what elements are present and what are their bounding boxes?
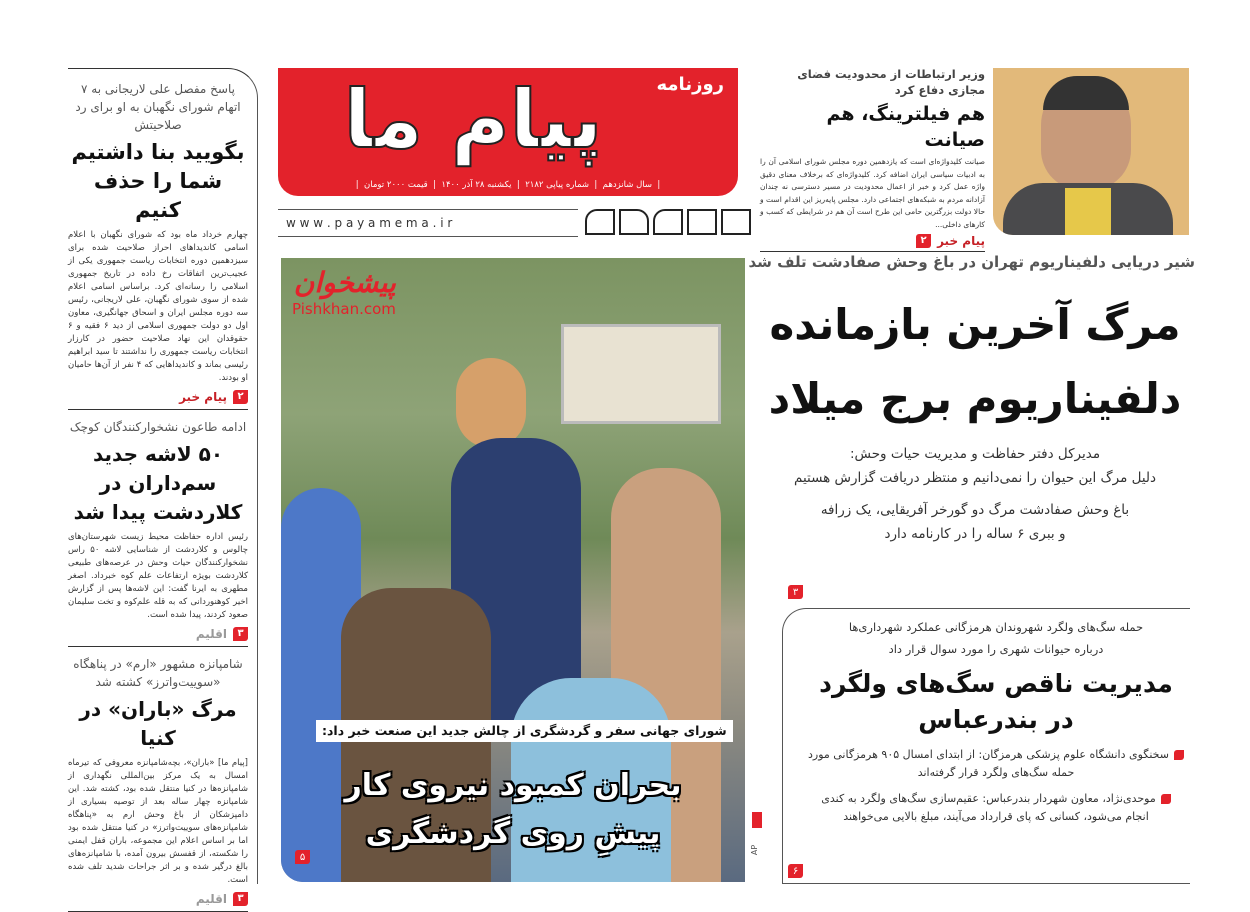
issue-info: | سال شانزدهم | شماره پیاپی ۲۱۸۲ | یکشنبه ۲۸ آذر ۱۴۰۰ | قیمت ۲۰۰۰ تومان | bbox=[355, 180, 661, 190]
bullet-icon bbox=[1174, 750, 1184, 760]
lead-sub: دلیل مرگ این حیوان را نمی‌دانیم و منتظر دریافت گزارش هستیم bbox=[793, 470, 1157, 486]
story-kicker: شامپانزه مشهور «ارم» در پناهگاه «سوییت‌واترز» کشته شد bbox=[73, 657, 243, 689]
story-body: [پیام ما] «باران»، بچه‌شامپانزه معروفی که تیرماه امسال به یک مرکز بین‌المللی نگهداری از شامپانزه‌ها در کنیا منتقل شده بود، کشته شد. این شامپانزه چهار ساله بعد از توصیه بسیاری از دامپزشکان از باغ وحش ارم به «پناهگاه شامپانزه‌های سوییت‌واترز» در کنیا منتقل شده بود اما بر اساس اعلام این مجموعه، باران قفل ایمنی را شکسته، از قفسش بیرون آمده، با شامپانزه‌های بالغ درگیر شده و بر اثر جراحات شدید تلف شده است. bbox=[68, 758, 248, 885]
story-headline: هم فیلترینگ، هم صیانت bbox=[826, 103, 985, 151]
watermark-url: Pishkhan.com bbox=[292, 300, 396, 318]
masthead bbox=[278, 68, 738, 196]
photo-kicker: شورای جهانی سفر و گردشگری از چالش جدید این صنعت خبر داد: bbox=[316, 720, 733, 742]
story-headline: بگویید بنا داشتیم شما را حذف کنیم bbox=[71, 140, 245, 222]
photo-headline bbox=[281, 762, 745, 858]
dogs-kicker: حمله سگ‌های ولگرد شهروندان هرمزگانی عملکرد شهرداری‌ها bbox=[848, 620, 1144, 634]
story-headline: مرگ «باران» در کنیا bbox=[79, 697, 237, 750]
story-body: چهارم خرداد ماه بود که شورای نگهبان با اعلام اسامی کاندیداهای احراز صلاحیت شده برای سیزدهمین دوره انتخابات ریاست جمهوری یکی از عجیب‌ترین اتفاقات رخ داده در تاریخ جمهوری اسلامی را رسانه‌ای کرد. براساس اسامی اعلام شده از سوی شورای نگهبان، علی لاریجانی، رئیس سه دوره مجلس ایران و اسحاق جهانگیری، معاون اول دو دولت جمهوری اسلامی از دید ۶ فقیه و ۶ حقوقدان این نهاد صلاحیت حضور در کارزار انتخابات ریاست جمهوری را نداشتند تا سید ابراهیم رئیسی بماند و کاندیداهایی که ۴ نفر از آن‌ها حامیان او بودند. bbox=[68, 230, 248, 383]
page-number: ۳ bbox=[233, 627, 248, 641]
bullet-text: موحدی‌نژاد، معاون شهردار بندرعباس: عقیم‌سازی سگ‌های ولگرد به کندی انجام می‌شود، کسانی که پای قرارداد می‌آیند، مبلغ بالایی می‌خواهند bbox=[821, 792, 1156, 823]
source-tag[interactable] bbox=[68, 389, 248, 405]
page-number[interactable]: ۵ bbox=[295, 850, 310, 864]
source-label: پیام خبر bbox=[179, 390, 227, 404]
dogs-headline: در بندرعباس bbox=[918, 705, 1074, 734]
dogs-bullet bbox=[808, 746, 1184, 782]
logo: پیام ما bbox=[343, 73, 603, 166]
story-chimpanzee bbox=[68, 655, 248, 912]
story-headline: ۵۰ لاشه جدید سم‌داران در کلاردشت پیدا شد bbox=[73, 442, 243, 524]
dogs-story bbox=[808, 618, 1184, 826]
left-column bbox=[68, 80, 248, 912]
minister-photo bbox=[993, 68, 1189, 235]
story-kicker: پاسخ مفصل علی لاریجانی به ۷ اتهام شورای نگهبان به او برای رد صلاحیتش bbox=[75, 82, 241, 132]
dogs-headline: مدیریت ناقص سگ‌های ولگرد bbox=[819, 669, 1173, 698]
source-label: پیام خبر bbox=[937, 234, 985, 248]
photo-credit-logo-icon bbox=[752, 812, 762, 828]
story-larijani bbox=[68, 80, 248, 410]
bullet-icon bbox=[1161, 794, 1171, 804]
page-number: ۲ bbox=[233, 390, 248, 404]
source-tag[interactable] bbox=[68, 626, 248, 642]
lead-sub: مدیرکل دفتر حفاظت و مدیریت حیات وحش: bbox=[849, 446, 1101, 462]
photo-headline-line: پیشِ روی گردشگری bbox=[365, 816, 661, 851]
lead-headline-1: مرگ آخرین بازمانده bbox=[769, 300, 1181, 349]
story-kicker: وزیر ارتباطات از محدودیت فضای مجازی دفاع کرد bbox=[797, 67, 985, 97]
dogs-kicker: درباره حیوانات شهری را مورد سوال قرار داد bbox=[888, 642, 1104, 656]
logo-boxes bbox=[585, 209, 751, 235]
masthead-prefix: روزنامه bbox=[656, 74, 724, 95]
lead-story bbox=[748, 252, 1195, 544]
page-number[interactable]: ۶ bbox=[788, 864, 803, 878]
page-number: ۳ bbox=[233, 892, 248, 906]
lead-kicker: شیر دریایی دلفیناریوم تهران در باغ وحش صفادشت تلف شد bbox=[748, 253, 1195, 271]
watermark-text: پیشخوان bbox=[293, 266, 396, 299]
bullet-text: سخنگوی دانشگاه علوم پزشکی هرمزگان: از ابتدای امسال ۹۰۵ هرمزگانی مورد حمله سگ‌های ولگرد قرار گرفته‌اند bbox=[807, 748, 1169, 779]
source-tag[interactable] bbox=[760, 233, 985, 249]
story-body: صیانت کلیدواژه‌ای است که یازدهمین دوره مجلس شورای اسلامی آن را به ادبیات سیاسی ایران اضافه کرد. کلیدواژه‌ای که برخلاف معنای دقیق واژه عمل کرد و خبر از اعمال محدودیت در مسیر دسترسی نه چندان آزادانه مردم به شبکه‌های اجتماعی دارد. مجلس پایه‌ریز این اقدام است و حالا دولت بزرگترین حامی این طرح است آن هم در شرایطی که کسب و کارهای داخلی... bbox=[760, 157, 985, 229]
dogs-bullet bbox=[808, 790, 1184, 826]
lead-headline-2: دلفیناریوم برج میلاد bbox=[768, 374, 1182, 423]
story-carcasses bbox=[68, 418, 248, 647]
watermark bbox=[292, 266, 396, 318]
story-kicker: ادامه طاعون نشخوارکنندگان کوچک bbox=[69, 420, 247, 434]
story-body: رئیس اداره حفاظت محیط زیست شهرستان‌های چالوس و کلاردشت از شناسایی لاشه ۵۰ راس نشخوارکنندگان حیات وحش در عرصه‌های طبیعی کلاردشت بویژه ارتفاعات علم کوه خبرداد. اصغر مطهری به ایرنا گفت: این لاشه‌ها پس از گزارش اخیر کوهنوردانی که به قله علم‌کوه و تخت سلیمان صعود کردند، پیدا شده است. bbox=[68, 532, 248, 620]
divider bbox=[68, 409, 248, 410]
story-filtering bbox=[760, 66, 985, 252]
page-number[interactable]: ۳ bbox=[788, 585, 803, 599]
website-url[interactable]: w w w . p a y a m e m a . i r bbox=[278, 209, 578, 237]
lead-sub: باغ وحش صفادشت مرگ دو گورخر آفریقایی، یک زرافه bbox=[820, 502, 1130, 518]
source-label: اقلیم bbox=[195, 892, 227, 906]
photo-credit: AP bbox=[750, 844, 760, 856]
divider bbox=[68, 646, 248, 647]
lead-sub: و ببری ۶ ساله را در کارنامه دارد bbox=[884, 526, 1066, 542]
source-label: اقلیم bbox=[195, 627, 227, 641]
page-number: ۲ bbox=[916, 234, 931, 248]
photo-headline-line: بحران کمبود نیروی کار bbox=[344, 768, 682, 803]
source-tag[interactable] bbox=[68, 891, 248, 907]
